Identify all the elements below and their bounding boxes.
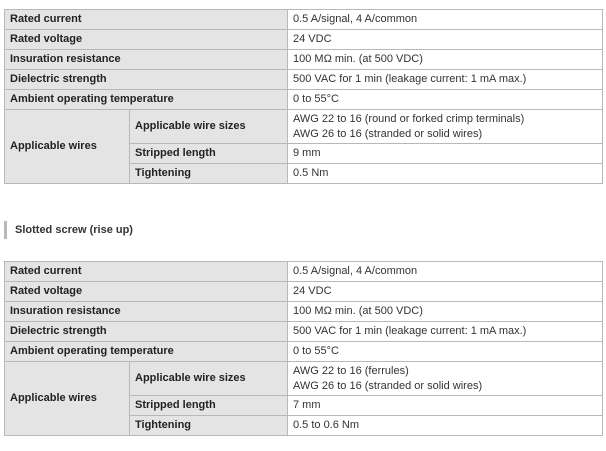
table-row	[5, 30, 603, 50]
wire-sizes-line-1: AWG 22 to 16 (ferrules)	[293, 364, 409, 377]
insulation-resistance-label: Insuration resistance	[5, 50, 288, 70]
wire-sizes-line-2: AWG 26 to 16 (stranded or solid wires)	[293, 379, 483, 392]
table-row	[5, 262, 603, 282]
wire-sizes-value	[288, 362, 603, 396]
applicable-wires-label: Applicable wires	[5, 362, 130, 436]
insulation-resistance-label: Insuration resistance	[5, 302, 288, 322]
dielectric-strength-label: Dielectric strength	[5, 70, 288, 90]
stripped-length-label: Stripped length	[130, 144, 288, 164]
insulation-resistance-value: 100 MΩ min. (at 500 VDC)	[288, 50, 603, 70]
table-row	[5, 70, 603, 90]
rated-voltage-value: 24 VDC	[288, 282, 603, 302]
wire-sizes-value	[288, 110, 603, 144]
stripped-length-value: 7 mm	[288, 396, 603, 416]
spec-table-2	[4, 261, 603, 436]
wire-sizes-label: Applicable wire sizes	[130, 110, 288, 144]
table-row	[5, 90, 603, 110]
table-row	[5, 282, 603, 302]
stripped-length-value: 9 mm	[288, 144, 603, 164]
insulation-resistance-value: 100 MΩ min. (at 500 VDC)	[288, 302, 603, 322]
rated-voltage-value: 24 VDC	[288, 30, 603, 50]
wire-sizes-line-1: AWG 22 to 16 (round or forked crimp terminals)	[293, 112, 525, 125]
rated-current-value: 0.5 A/signal, 4 A/common	[288, 10, 603, 30]
table-row	[5, 10, 603, 30]
tightening-value: 0.5 to 0.6 Nm	[288, 416, 603, 436]
table-row	[5, 322, 603, 342]
ambient-temperature-label: Ambient operating temperature	[5, 342, 288, 362]
rated-voltage-label: Rated voltage	[5, 282, 288, 302]
applicable-wires-label: Applicable wires	[5, 110, 130, 184]
dielectric-strength-value: 500 VAC for 1 min (leakage current: 1 mA max.)	[288, 70, 603, 90]
tightening-value: 0.5 Nm	[288, 164, 603, 184]
stripped-length-label: Stripped length	[130, 396, 288, 416]
table-row	[5, 342, 603, 362]
dielectric-strength-value: 500 VAC for 1 min (leakage current: 1 mA max.)	[288, 322, 603, 342]
table-row	[5, 302, 603, 322]
rated-current-label: Rated current	[5, 262, 288, 282]
section-heading: Slotted screw (rise up)	[4, 221, 133, 239]
ambient-temperature-value: 0 to 55°C	[288, 90, 603, 110]
rated-current-value: 0.5 A/signal, 4 A/common	[288, 262, 603, 282]
rated-voltage-label: Rated voltage	[5, 30, 288, 50]
wire-sizes-label: Applicable wire sizes	[130, 362, 288, 396]
table-row	[5, 362, 603, 396]
tightening-label: Tightening	[130, 164, 288, 184]
table-row	[5, 110, 603, 144]
spec-table-1	[4, 9, 603, 184]
table-row	[5, 50, 603, 70]
ambient-temperature-value: 0 to 55°C	[288, 342, 603, 362]
tightening-label: Tightening	[130, 416, 288, 436]
dielectric-strength-label: Dielectric strength	[5, 322, 288, 342]
ambient-temperature-label: Ambient operating temperature	[5, 90, 288, 110]
wire-sizes-line-2: AWG 26 to 16 (stranded or solid wires)	[293, 127, 483, 140]
rated-current-label: Rated current	[5, 10, 288, 30]
